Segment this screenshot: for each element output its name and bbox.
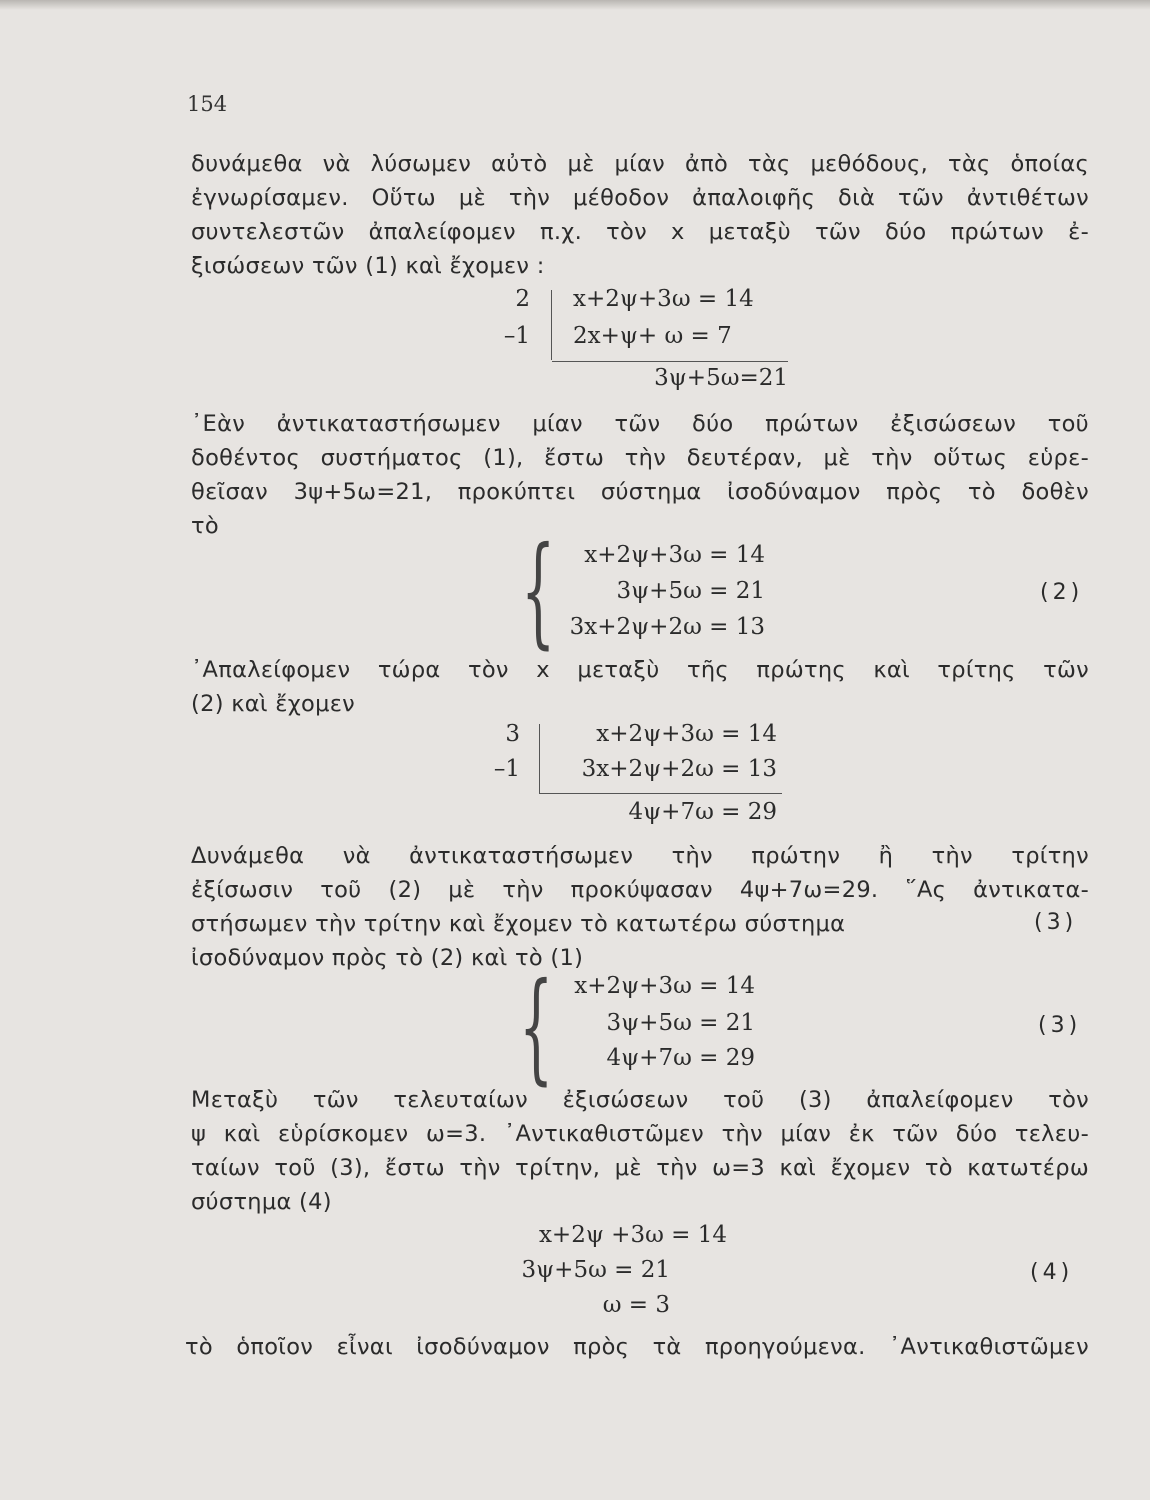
- equation: 3ψ+5ω = 21: [616, 578, 765, 604]
- text-line: ψ καὶ εὑρίσκομεν ω=3. ᾿Αντικαθιστῶμεν τὴν μίαν ἐκ τῶν δύο τελευ-: [191, 1121, 1089, 1147]
- multiplier: –1: [503, 323, 530, 349]
- text-line: Μεταξὺ τῶν τελευταίων ἐξισώσεων τοῦ (3) ἀπαλείφομεν τὸν: [191, 1087, 1089, 1113]
- equation: x+2ψ+3ω = 14: [573, 286, 754, 312]
- paragraph-3: [191, 653, 1089, 721]
- multiplier: 2: [515, 286, 530, 312]
- result-equation: 4ψ+7ω = 29: [628, 799, 777, 825]
- equation: 3x+2ψ+2ω = 13: [569, 614, 765, 640]
- equation-label: (2): [1040, 580, 1084, 605]
- scan-edge-shadow: [0, 0, 1150, 10]
- text-line: Δυνάμεθα νὰ ἀντικαταστήσωμεν τὴν πρώτην ἢ τὴν τρίτην: [191, 843, 1089, 869]
- equation: x+2ψ+3ω = 14: [584, 542, 765, 568]
- text-line: τὸ: [191, 513, 219, 539]
- text-line: ᾿Απαλείφομεν τώρα τὸν x μεταξὺ τῆς πρώτης καὶ τρίτης τῶν: [191, 657, 1089, 683]
- equation-label: (4): [1030, 1260, 1074, 1285]
- paragraph-4: [191, 839, 1089, 975]
- equation: 4ψ+7ω = 29: [606, 1045, 755, 1071]
- text-line: συντελεστῶν ἀπαλείφομεν π.χ. τὸν x μεταξὺ τῶν δύο πρώτων ἐ-: [191, 219, 1089, 245]
- text-line: δυνάμεθα νὰ λύσωμεν αὐτὸ μὲ μίαν ἀπὸ τὰς μεθόδους, τὰς ὁποίας: [191, 151, 1089, 177]
- text-line: στήσωμεν τὴν τρίτην καὶ ἔχομεν τὸ κατωτέρω σύστημα: [191, 911, 846, 937]
- equation: x+2ψ +3ω = 14: [538, 1222, 727, 1248]
- equation-label: (3): [1038, 1013, 1082, 1038]
- vertical-rule: [551, 290, 552, 360]
- equation: x+2ψ+3ω = 14: [596, 721, 777, 747]
- equation: 3ψ+5ω = 21: [521, 1257, 670, 1283]
- equation: x+2ψ+3ω = 14: [574, 973, 755, 999]
- multiplier: 3: [505, 721, 520, 747]
- sum-rule: [552, 361, 788, 362]
- equation: 2x+ψ+ ω = 7: [573, 323, 732, 349]
- text-line: τὸ ὁποῖον εἶναι ἰσοδύναμον πρὸς τὰ προηγούμενα. ᾿Αντικαθιστῶμεν: [185, 1334, 1089, 1360]
- text-line: ἰσοδύναμον πρὸς τὸ (2) καὶ τὸ (1): [191, 945, 584, 971]
- paragraph-1: [191, 147, 1089, 283]
- text-line: ᾿Εὰν ἀντικαταστήσωμεν μίαν τῶν δύο πρώτων ἐξισώσεων τοῦ: [191, 411, 1089, 437]
- sum-rule: [540, 793, 782, 794]
- multiplier: –1: [493, 756, 520, 782]
- paragraph-5: [191, 1083, 1089, 1219]
- text-line: ἐγνωρίσαμεν. Οὕτω μὲ τὴν μέθοδον ἀπαλοιφῆς διὰ τῶν ἀντιθέτων: [191, 185, 1089, 211]
- equation: 3ψ+5ω = 21: [606, 1010, 755, 1036]
- paragraph-6: [185, 1330, 1089, 1364]
- page-number: 154: [187, 92, 228, 116]
- text-line: (2) καὶ ἔχομεν: [191, 691, 356, 717]
- text-line: σύστημα (4): [191, 1189, 332, 1215]
- text-line: ταίων τοῦ (3), ἔστω τὴν τρίτην, μὲ τὴν ω=3 καὶ ἔχομεν τὸ κατωτέρω: [191, 1155, 1089, 1181]
- paragraph-2: [191, 407, 1089, 543]
- text-line: ἐξίσωσιν τοῦ (2) μὲ τὴν προκύψασαν 4ψ+7ω=29. ῞Ας ἀντικατα-: [191, 877, 1089, 903]
- text-line: ξισώσεων τῶν (1) καὶ ἔχομεν :: [191, 253, 545, 279]
- text-line: θεῖσαν 3ψ+5ω=21, προκύπτει σύστημα ἰσοδύναμον πρὸς τὸ δοθὲν: [191, 479, 1089, 505]
- brace-icon: {: [518, 958, 554, 1097]
- vertical-rule: [539, 724, 540, 794]
- equation-label: (3): [1034, 910, 1078, 935]
- text-line: δοθέντος συστήματος (1), ἔστω τὴν δευτέραν, μὲ τὴν οὕτως εὑρε-: [191, 445, 1089, 471]
- result-equation: 3ψ+5ω=21: [654, 365, 788, 391]
- brace-icon: {: [520, 522, 556, 661]
- equation: 3x+2ψ+2ω = 13: [581, 756, 777, 782]
- equation: ω = 3: [602, 1292, 670, 1318]
